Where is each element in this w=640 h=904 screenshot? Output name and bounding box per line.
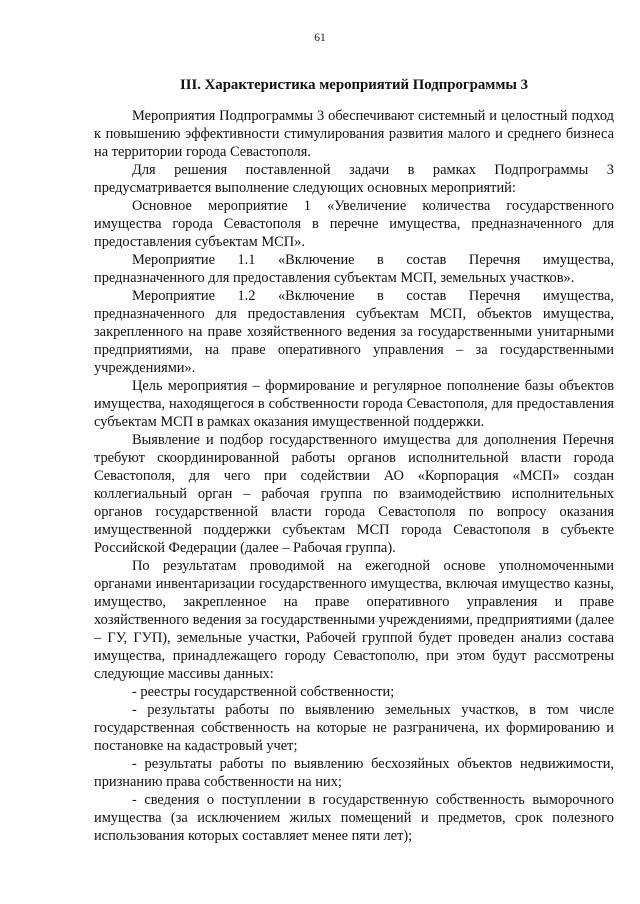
paragraph-goal: Цель мероприятия – формирование и регулярное пополнение базы объектов имущества, находящегося в собственности города Севастополя, для предоставления субъектам МСП в рамках оказания имущественной поддержки. (94, 378, 614, 430)
paragraph-intro: Мероприятия Подпрограммы 3 обеспечивают системный и целостный подход к повышению эффективности стимулирования развития малого и среднего бизнеса на территории города Севастополя. (94, 108, 614, 160)
section-title: III. Характеристика мероприятий Подпрограммы 3 (179, 77, 529, 93)
list-item: - реестры государственной собственности; (132, 684, 395, 700)
paragraph-task: Для решения поставленной задачи в рамках Подпрограммы 3 предусматривается выполнение следующих основных мероприятий: (94, 162, 614, 196)
list-item: - результаты работы по выявлению земельных участков, в том числе государственная собственность на которые не разграничена, их формированию и постановке на кадастровый учет; (94, 702, 614, 754)
paragraph-activity-1-1: Мероприятие 1.1 «Включение в состав Перечня имущества, предназначенного для предоставления субъектам МСП, земельных участков». (94, 252, 614, 286)
paragraph-activity-1-2: Мероприятие 1.2 «Включение в состав Перечня имущества, предназначенного для предоставления субъектам МСП, объектов имущества, закрепленного на праве хозяйственного ведения за государственными унитарными предприятиями, на праве оперативного управления – за государственными учреждениями». (94, 288, 614, 376)
paragraph-working-group: Выявление и подбор государственного имущества для дополнения Перечня требуют скоординированной работы органов исполнительной власти города Севастополя, для чего при содействии АО «Корпорация «МСП» создан коллегиальный орган – рабочая группа по взаимодействию исполнительных органов государственной власти города Севастополя по вопросу оказания имущественной поддержки субъектам МСП города Севастополя в субъекте Российской Федерации (далее – Рабочая группа). (94, 432, 614, 556)
list-item: - результаты работы по выявлению бесхозяйных объектов недвижимости, признанию права собственности на них; (94, 756, 614, 790)
paragraph-inventory: По результатам проводимой на ежегодной основе уполномоченными органами инвентаризации государственного имущества, включая имущество казны, имущество, закрепленное на праве оперативного управления и праве хозяйственного ведения за государственными учреждениями, предприятиями (далее – ГУ, ГУП), земельные участки, Рабочей группой будет проведен анализ состава имущества, принадлежащего городу Севастополю, при этом будут рассмотрены следующие массивы данных: (94, 558, 614, 682)
list-item: - сведения о поступлении в государственную собственность выморочного имущества (за исключением жилых помещений и предметов, срок полезного использования которых составляет менее пяти лет); (94, 792, 614, 844)
page-number: 61 (314, 32, 326, 44)
paragraph-main-activity-1: Основное мероприятие 1 «Увеличение количества государственного имущества города Севастополя в перечне имущества, предназначенного для предоставления субъектам МСП». (94, 198, 614, 250)
document-body (94, 107, 614, 845)
